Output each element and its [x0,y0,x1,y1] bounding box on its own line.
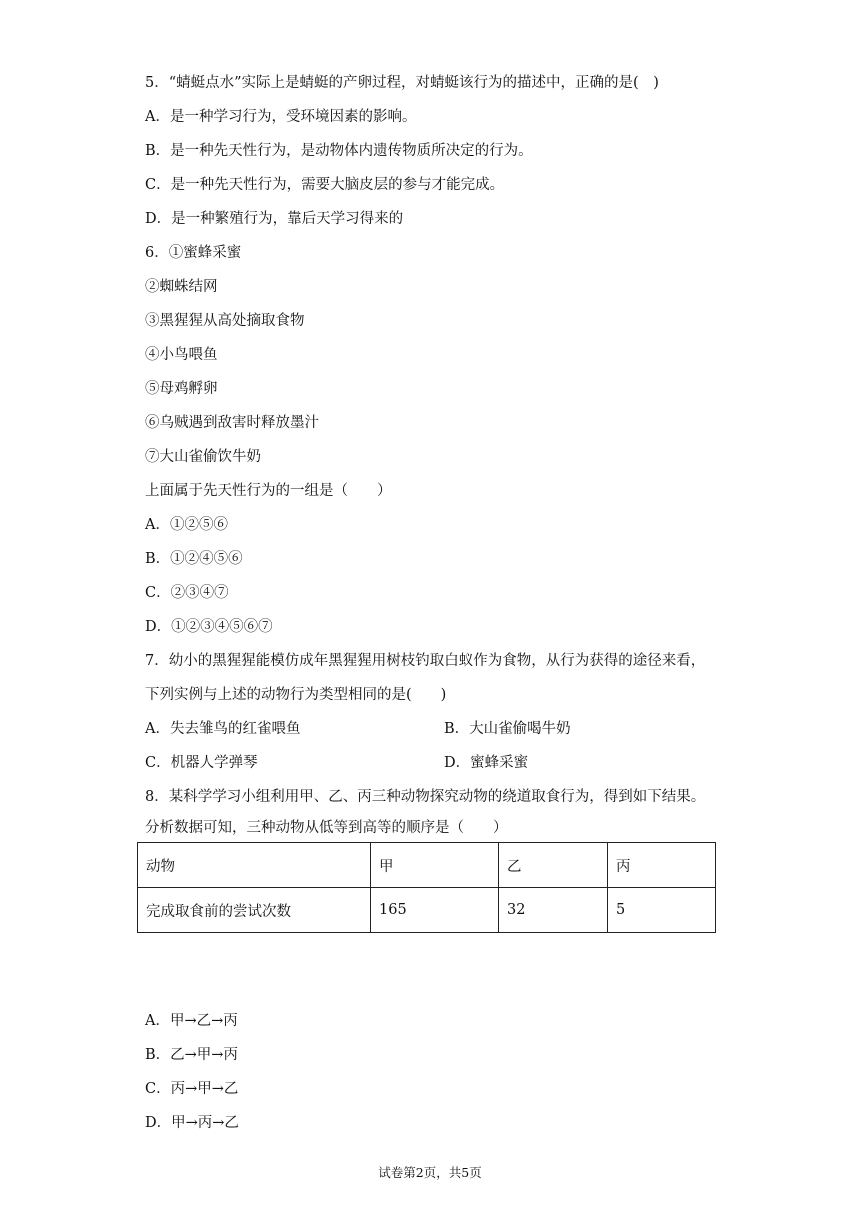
q6-question: 上面属于先天性行为的一组是（ ） [145,483,392,499]
q6-item-2: ②蜘蛛结网 [145,279,218,295]
q7-stem-line1: 7．幼小的黑猩猩能模仿成年黑猩猩用树枝钓取白蚁作为食物，从行为获得的途径来看， [145,653,706,669]
q7-option-d: D．蜜蜂采蜜 [444,755,529,771]
q5-option-d: D．是一种繁殖行为，靠后天学习得来的 [145,211,404,227]
table-row [138,888,716,933]
q6-item-6: ⑥乌贼遇到敌害时释放墨汁 [145,415,319,431]
q7-stem-line2: 下列实例与上述的动物行为类型相同的是( ) [145,687,447,703]
table-cell: 乙 [499,843,608,888]
q6-option-b: B．①②④⑤⑥ [145,551,243,567]
table-cell: 165 [371,888,499,933]
q6-stem: 6．①蜜蜂采蜜 [145,245,242,261]
q6-option-a: A．①②⑤⑥ [145,517,228,533]
q5-option-b: B．是一种先天性行为，是动物体内遗传物质所决定的行为。 [145,143,533,159]
table-cell: 5 [608,888,716,933]
q6-item-7: ⑦大山雀偷饮牛奶 [145,449,261,465]
q5-stem: 5．“蜻蜓点水”实际上是蜻蜓的产卵过程，对蜻蜓该行为的描述中，正确的是( ) [145,75,659,91]
q8-data-table [137,842,716,933]
q6-option-c: C．②③④⑦ [145,585,229,601]
q7-option-b: B．大山雀偷喝牛奶 [444,721,571,737]
table-header-row [138,843,716,888]
page-footer: 试卷第2页，共5页 [378,1165,482,1180]
table-cell: 动物 [138,843,371,888]
q5-option-a: A．是一种学习行为，受环境因素的影响。 [145,109,417,125]
table-cell: 甲 [371,843,499,888]
q6-item-4: ④小鸟喂鱼 [145,347,218,363]
q6-item-3: ③黑猩猩从高处摘取食物 [145,313,305,329]
q8-option-a: A．甲→乙→丙 [145,1013,238,1029]
q5-option-c: C．是一种先天性行为，需要大脑皮层的参与才能完成。 [145,177,505,193]
q6-item-5: ⑤母鸡孵卵 [145,381,218,397]
q8-option-d: D．甲→丙→乙 [145,1115,239,1131]
table-cell: 完成取食前的尝试次数 [138,888,371,933]
q8-option-b: B．乙→甲→丙 [145,1047,238,1063]
q8-stem-line2: 分析数据可知，三种动物从低等到高等的顺序是（ ） [145,820,508,836]
table-cell: 32 [499,888,608,933]
q7-option-c: C．机器人学弹琴 [145,755,258,771]
q8-option-c: C．丙→甲→乙 [145,1081,239,1097]
q7-option-a: A．失去雏鸟的红雀喂鱼 [145,721,301,737]
table-cell: 丙 [608,843,716,888]
q8-stem-line1: 8．某科学学习小组利用甲、乙、丙三种动物探究动物的绕道取食行为，得到如下结果。 [145,789,706,805]
q6-option-d: D．①②③④⑤⑥⑦ [145,619,273,635]
